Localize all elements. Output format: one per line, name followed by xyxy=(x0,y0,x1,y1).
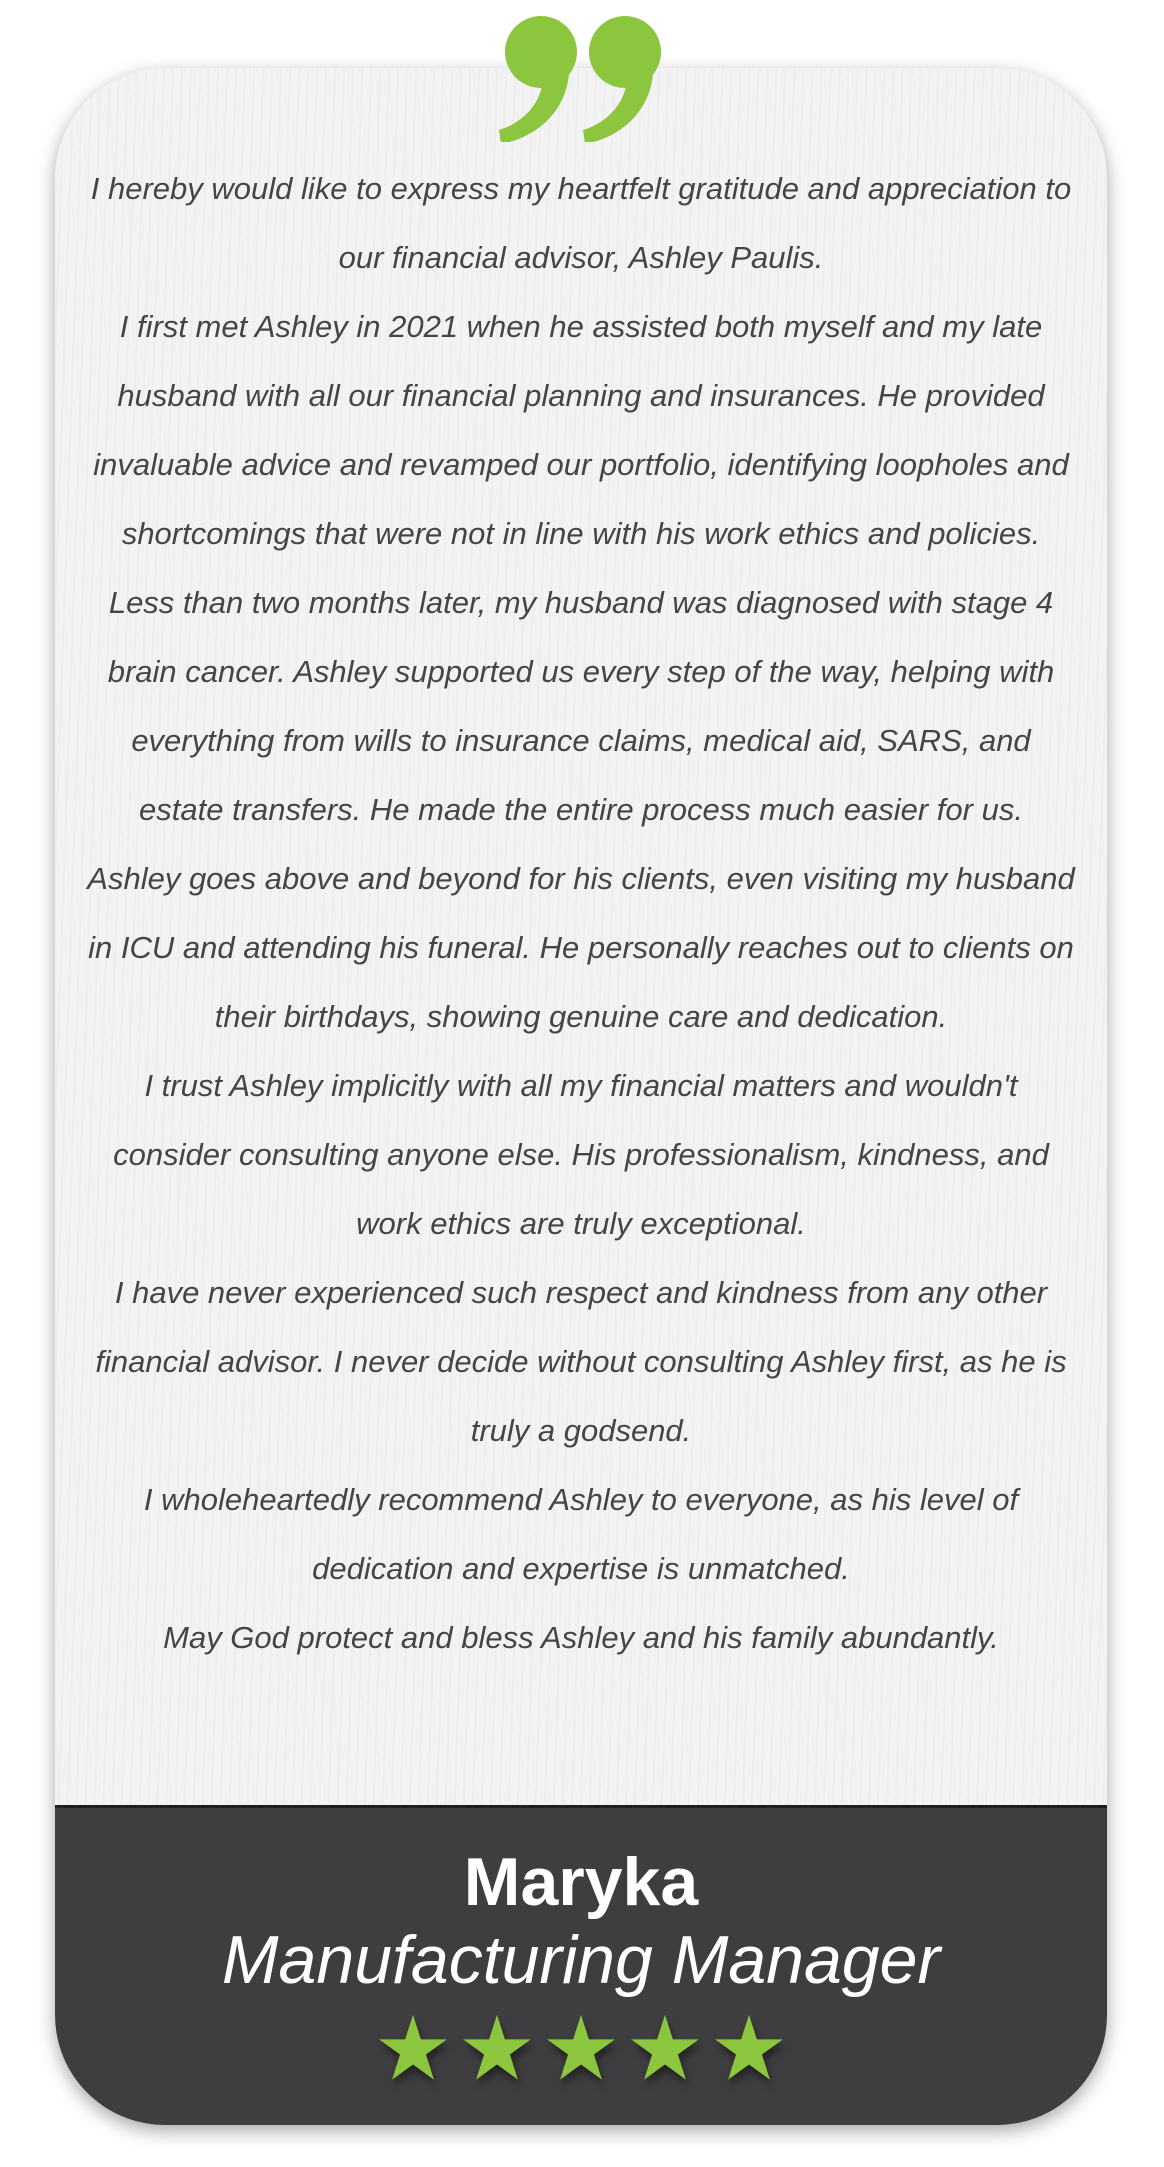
testimonial-paragraph: I trust Ashley implicitly with all my financial matters and wouldn't consider consulting anyone else. His professionalism, kindness, and work ethics are truly exceptional. xyxy=(113,1068,1049,1241)
testimonial-paragraph: May God protect and bless Ashley and his family abundantly. xyxy=(163,1620,999,1655)
testimonial-paragraph: I first met Ashley in 2021 when he assisted both myself and my late husband with all our financial planning and insurances. He provided invaluable advice and revamped our portfolio, identifying loopholes and shortcomings that were not in line with his work ethics and policies. xyxy=(93,309,1069,551)
star-rating xyxy=(55,2012,1107,2092)
reviewer-footer xyxy=(55,1805,1107,2125)
star-icon xyxy=(629,2012,701,2084)
star-icon xyxy=(461,2012,533,2084)
star-icon xyxy=(377,2012,449,2084)
reviewer-role: Manufacturing Manager xyxy=(221,1922,941,1998)
quote-icon xyxy=(495,12,665,142)
testimonial-paragraph: Less than two months later, my husband was diagnosed with stage 4 brain cancer. Ashley supported us every step of the way, helping with everything from wills to insurance claims, medical aid, SARS, and estate transfers. He made the entire process much easier for us. xyxy=(107,585,1055,827)
star-icon xyxy=(545,2012,617,2084)
reviewer-name: Maryka xyxy=(463,1844,699,1920)
testimonial-paragraph: I hereby would like to express my heartfelt gratitude and appreciation to our financial advisor, Ashley Paulis. xyxy=(90,171,1072,275)
testimonial-paragraph: Ashley goes above and beyond for his clients, even visiting my husband in ICU and attending his funeral. He personally reaches out to clients on their birthdays, showing genuine care and dedication. xyxy=(87,861,1075,1034)
testimonial-card xyxy=(55,68,1107,2125)
testimonial-paragraph: I have never experienced such respect and kindness from any other financial advisor. I never decide without consulting Ashley first, as he is truly a godsend. xyxy=(95,1275,1067,1448)
star-icon xyxy=(713,2012,785,2084)
testimonial-paragraph: I wholeheartedly recommend Ashley to everyone, as his level of dedication and expertise is unmatched. xyxy=(143,1482,1019,1586)
testimonial-text xyxy=(85,154,1077,1672)
